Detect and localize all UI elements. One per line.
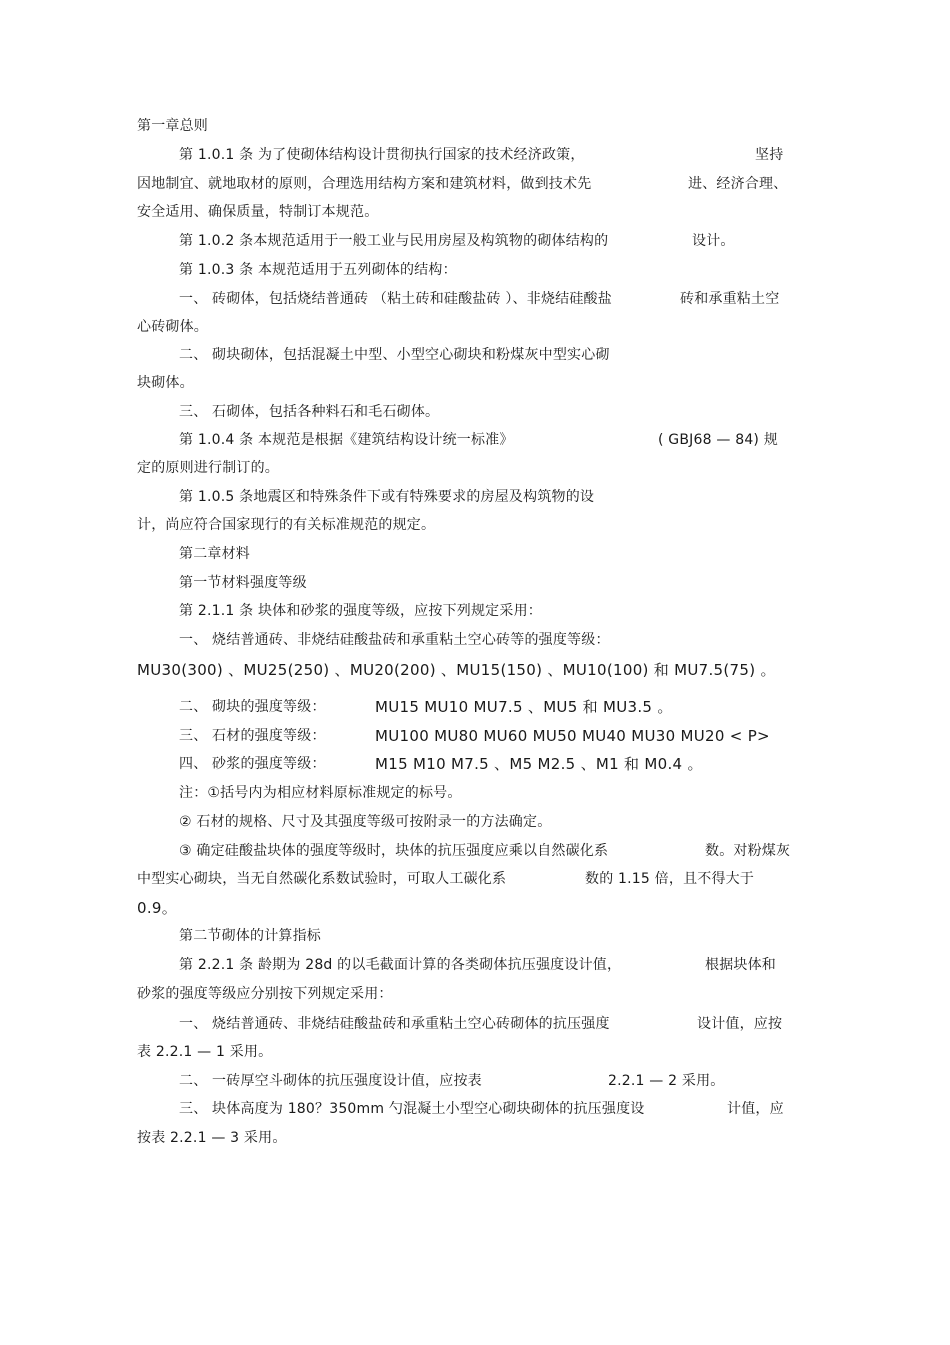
section-2-1-title: 第一节材料强度等级 [179,575,307,591]
clause-1-0-4-cont: 定的原则进行制订的。 [137,460,279,476]
clause-1-0-5: 第 1.0.5 条地震区和特殊条件下或有特殊要求的房屋及构筑物的设 [179,489,595,505]
chapter-1-title: 第一章总则 [137,118,208,134]
item-2-hollow-brick-strength-table: 2.2.1 — 2 采用。 [608,1073,725,1089]
item-3-block-strength-cont: 按表 2.2.1 — 3 采用。 [137,1130,287,1146]
stone-grade-list: MU100 MU80 MU60 MU50 MU40 MU30 MU20 < P> [375,727,770,745]
brick-grade-list: MU30(300) 、MU25(250) 、MU20(200) 、MU15(150) 、MU10(100) 和 MU7.5(75) 。 [137,661,776,679]
clause-1-0-1-line3: 安全适用、确保质量，特制订本规范。 [137,204,379,220]
note-1: 注：①括号内为相应材料原标准规定的标号。 [179,785,462,801]
item-1-brick-grades: 一、 烧结普通砖、非烧结硅酸盐砖和承重粘土空心砖等的强度等级： [179,632,610,648]
clause-1-0-2: 第 1.0.2 条本规范适用于一般工业与民用房屋及构筑物的砌体结构的 [179,233,609,249]
clause-1-0-5-cont: 计，尚应符合国家现行的有关标准规范的规定。 [137,517,436,533]
item-1-brick-strength-cont: 表 2.2.1 — 1 采用。 [137,1044,273,1060]
item-4-mortar-grade-label: 四、 砂浆的强度等级： [179,756,326,772]
item-1-brick-masonry-end: 砖和承重粘土空 [680,291,780,307]
note-2: ② 石材的规格、尺寸及其强度等级可按附录一的方法确定。 [179,814,552,830]
note-3-end: 数。对粉煤灰 [705,843,791,859]
clause-1-0-1-line2: 因地制宜、就地取材的原则，合理选用结构方案和建筑材料，做到技术先 [137,176,592,192]
note-3-line2-end: 数的 1.15 倍，且不得大于 [585,871,755,887]
mortar-grade-list: M15 M10 M7.5 、M5 M2.5 、M1 和 M0.4 。 [375,755,703,773]
clause-2-2-1: 第 2.2.1 条 龄期为 28d 的以毛截面计算的各类砌体抗压强度设计值， [179,957,622,973]
item-3-block-strength-end: 计值，应 [727,1101,784,1117]
clause-1-0-1-line1-end: 坚持 [755,147,784,163]
clause-1-0-2-end: 设计。 [692,233,735,249]
clause-2-1-1: 第 2.1.1 条 块体和砂浆的强度等级，应按下列规定采用： [179,603,542,619]
clause-1-0-4: 第 1.0.4 条 本规范是根据《建筑结构设计统一标准》 [179,432,514,448]
note-3-line2: 中型实心砌块，当无自然碳化系数试验时，可取人工碳化系 [137,871,507,887]
clause-1-0-4-code: ( GBJ68 — 84) 规 [658,432,778,448]
section-2-2-title: 第二节砌体的计算指标 [179,928,321,944]
clause-2-2-1-end: 根据块体和 [705,957,776,973]
item-1-brick-strength-end: 设计值，应按 [697,1016,783,1032]
clause-2-2-1-cont: 砂浆的强度等级应分别按下列规定采用： [137,986,393,1002]
item-3-block-strength: 三、 块体高度为 180？350mm 勺混凝土小型空心砌块砌体的抗压强度设 [179,1101,645,1117]
clause-1-0-3: 第 1.0.3 条 本规范适用于五列砌体的结构： [179,262,457,278]
item-1-brick-masonry-cont: 心砖砌体。 [137,319,208,335]
chapter-2-title: 第二章材料 [179,546,250,562]
item-1-brick-strength: 一、 烧结普通砖、非烧结硅酸盐砖和承重粘土空心砖砌体的抗压强度 [179,1016,610,1032]
item-3-stone-masonry: 三、 石砌体，包括各种料石和毛石砌体。 [179,404,440,420]
item-3-stone-grade-label: 三、 石材的强度等级： [179,728,326,744]
clause-1-0-1-line1: 第 1.0.1 条 为了使砌体结构设计贯彻执行国家的技术经济政策， [179,147,585,163]
item-2-block-grade-label: 二、 砌块的强度等级： [179,699,326,715]
note-3-line3: 0.9。 [137,899,178,917]
item-1-brick-masonry: 一、 砖砌体，包括烧结普通砖 （粘土砖和硅酸盐砖 ）、非烧结硅酸盐 [179,291,612,307]
note-3: ③ 确定硅酸盐块体的强度等级时，块体的抗压强度应乘以自然碳化系 [179,843,609,859]
item-2-hollow-brick-strength: 二、 一砖厚空斗砌体的抗压强度设计值，应按表 [179,1073,482,1089]
item-2-block-masonry: 二、 砌块砌体，包括混凝土中型、小型空心砌块和粉煤灰中型实心砌 [179,347,610,363]
item-2-block-masonry-cont: 块砌体。 [137,375,194,391]
clause-1-0-1-line2-end: 进、经济合理、 [688,176,788,192]
block-grade-list: MU15 MU10 MU7.5 、MU5 和 MU3.5 。 [375,698,673,716]
